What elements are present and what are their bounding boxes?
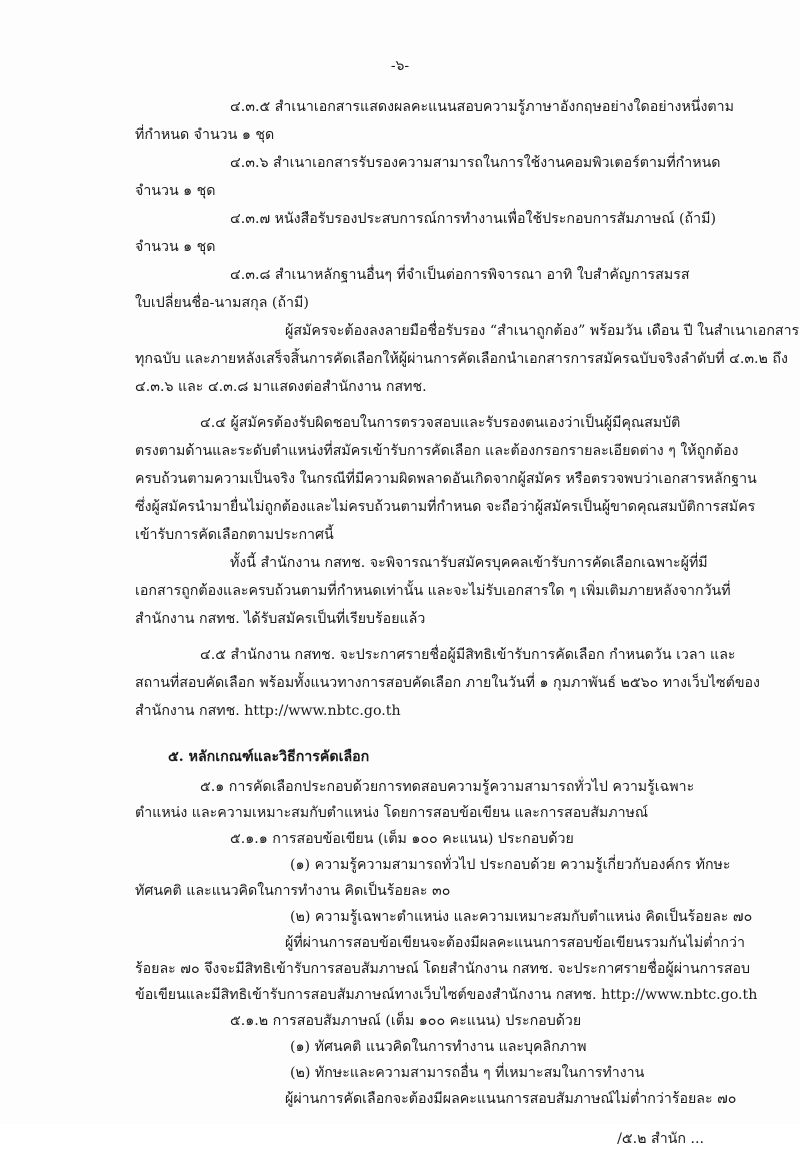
item-4-3-6: ๔.๓.๖ สำเนาเอกสารรับรองความสามารถในการใช้งานคอมพิวเตอร์ตามที่กำหนด <box>230 155 721 171</box>
item-4-5: ๔.๕ สำนักงาน กสทช. จะประกาศรายชื่อผู้มีสิทธิเข้ารับการคัดเลือก กำหนดวัน เวลา และ <box>200 647 736 663</box>
item-4-3-6-cont: จำนวน ๑ ชุด <box>135 183 216 199</box>
page-number: -๖- <box>390 58 410 74</box>
item-5-1-2-1: (๑) ทัศนคติ แนวคิดในการทำงาน และบุคลิกภาพ <box>290 1039 587 1055</box>
certify-paragraph: ผู้สมัครจะต้องลงลายมือชื่อรับรอง “สำเนาถูกต้อง” พร้อมวัน เดือน ปี ในสำเนาเอกสาร <box>285 323 800 339</box>
written-pass-criteria: ผู้ที่ผ่านการสอบข้อเขียนจะต้องมีผลคะแนนการสอบข้อเขียนรวมกันไม่ต่ำกว่า <box>285 935 745 951</box>
item-5-1-1: ๕.๑.๑ การสอบข้อเขียน (เต็ม ๑๐๐ คะแนน) ประกอบด้วย <box>230 831 574 847</box>
item-4-4-line4: ซึ่งผู้สมัครนำมายื่นไม่ถูกต้องและไม่ครบถ้วนตามที่กำหนด จะถือว่าผู้สมัครเป็นผู้ขาดคุณสมบัติการสมัคร <box>135 499 756 515</box>
item-5-1-1-1-cont: ทัศนคติ และแนวคิดในการทำงาน คิดเป็นร้อยละ ๓๐ <box>135 883 451 899</box>
section-5-heading: ๕. หลักเกณฑ์และวิธีการคัดเลือก <box>168 749 370 765</box>
certify-paragraph-line2: ทุกฉบับ และภายหลังเสร็จสิ้นการคัดเลือกให้ผู้ผ่านการคัดเลือกนำเอกสารการสมัครฉบับจริงลำดับที่ ๔.๓.๒ ถึง <box>135 351 788 367</box>
item-5-1-2-2: (๒) ทักษะและความสามารถอื่น ๆ ที่เหมาะสมในการทำงาน <box>290 1065 645 1081</box>
item-5-1-line2: ตำแหน่ง และความเหมาะสมกับตำแหน่ง โดยการสอบข้อเขียน และการสอบสัมภาษณ์ <box>135 805 649 821</box>
item-4-5-line2: สถานที่สอบคัดเลือก พร้อมทั้งแนวทางการสอบคัดเลือก ภายในวันที่ ๑ กุมภาพันธ์ ๒๕๖๐ ทางเว็บไซต์ของ <box>135 675 760 691</box>
notice-paragraph-line3: สำนักงาน กสทช. ได้รับสมัครเป็นที่เรียบร้อยแล้ว <box>135 611 426 627</box>
item-4-3-7: ๔.๓.๗ หนังสือรับรองประสบการณ์การทำงานเพื่อใช้ประกอบการสัมภาษณ์ (ถ้ามี) <box>230 211 716 227</box>
item-5-1-1-2: (๒) ความรู้เฉพาะตำแหน่ง และความเหมาะสมกับตำแหน่ง คิดเป็นร้อยละ ๗๐ <box>290 909 753 925</box>
item-4-4: ๔.๔ ผู้สมัครต้องรับผิดชอบในการตรวจสอบและรับรองตนเองว่าเป็นผู้มีคุณสมบัติ <box>200 415 681 431</box>
item-4-3-5: ๔.๓.๕ สำเนาเอกสารแสดงผลคะแนนสอบความรู้ภาษาอังกฤษอย่างใดอย่างหนึ่งตาม <box>230 99 734 115</box>
written-pass-criteria-line2: ร้อยละ ๗๐ จึงจะมีสิทธิเข้ารับการสอบสัมภาษณ์ โดยสำนักงาน กสทช. จะประกาศรายชื่อผู้ผ่านการสอบ <box>135 961 751 977</box>
item-4-4-line5: เข้ารับการคัดเลือกตามประกาศนี้ <box>135 527 334 543</box>
notice-paragraph: ทั้งนี้ สำนักงาน กสทช. จะพิจารณารับสมัครบุคคลเข้ารับการคัดเลือกเฉพาะผู้ที่มี <box>230 555 708 571</box>
certify-paragraph-line3: ๔.๓.๖ และ ๔.๓.๘ มาแสดงต่อสำนักงาน กสทช. <box>135 379 427 395</box>
item-4-3-5-cont: ที่กำหนด จำนวน ๑ ชุด <box>135 127 275 143</box>
item-5-1: ๕.๑ การคัดเลือกประกอบด้วยการทดสอบความรู้ความสามารถทั่วไป ความรู้เฉพาะ <box>200 779 695 795</box>
continuation-footer: /๕.๒ สำนัก ... <box>617 1131 704 1147</box>
item-5-1-1-1: (๑) ความรู้ความสามารถทั่วไป ประกอบด้วย ความรู้เกี่ยวกับองค์กร ทักษะ <box>290 857 731 873</box>
item-4-5-line3: สำนักงาน กสทช. http://www.nbtc.go.th <box>135 703 401 719</box>
item-5-1-2: ๕.๑.๒ การสอบสัมภาษณ์ (เต็ม ๑๐๐ คะแนน) ประกอบด้วย <box>230 1013 582 1029</box>
notice-paragraph-line2: เอกสารถูกต้องและครบถ้วนตามที่กำหนดเท่านั้น และจะไม่รับเอกสารใด ๆ เพิ่มเติมภายหลังจากวันที่ <box>135 583 731 599</box>
item-4-3-8: ๔.๓.๘ สำเนาหลักฐานอื่นๆ ที่จำเป็นต่อการพิจารณา อาทิ ใบสำคัญการสมรส <box>230 267 690 283</box>
interview-pass-criteria: ผู้ผ่านการคัดเลือกจะต้องมีผลคะแนนการสอบสัมภาษณ์ไม่ต่ำกว่าร้อยละ ๗๐ <box>285 1091 737 1107</box>
item-4-4-line3: ครบถ้วนตามความเป็นจริง ในกรณีที่มีความผิดพลาดอันเกิดจากผู้สมัคร หรือตรวจพบว่าเอกสารหลักฐาน <box>135 471 757 487</box>
written-pass-criteria-line3: ข้อเขียนและมีสิทธิเข้ารับการสอบสัมภาษณ์ทางเว็บไซต์ของสำนักงาน กสทช. http://www.nbtc.go.th <box>135 987 758 1003</box>
item-4-3-7-cont: จำนวน ๑ ชุด <box>135 239 216 255</box>
item-4-3-8-cont: ใบเปลี่ยนชื่อ-นามสกุล (ถ้ามี) <box>135 295 309 311</box>
item-4-4-line2: ตรงตามด้านและระดับตำแหน่งที่สมัครเข้ารับการคัดเลือก และต้องกรอกรายละเอียดต่าง ๆ ให้ถูกต้อง <box>135 443 739 459</box>
